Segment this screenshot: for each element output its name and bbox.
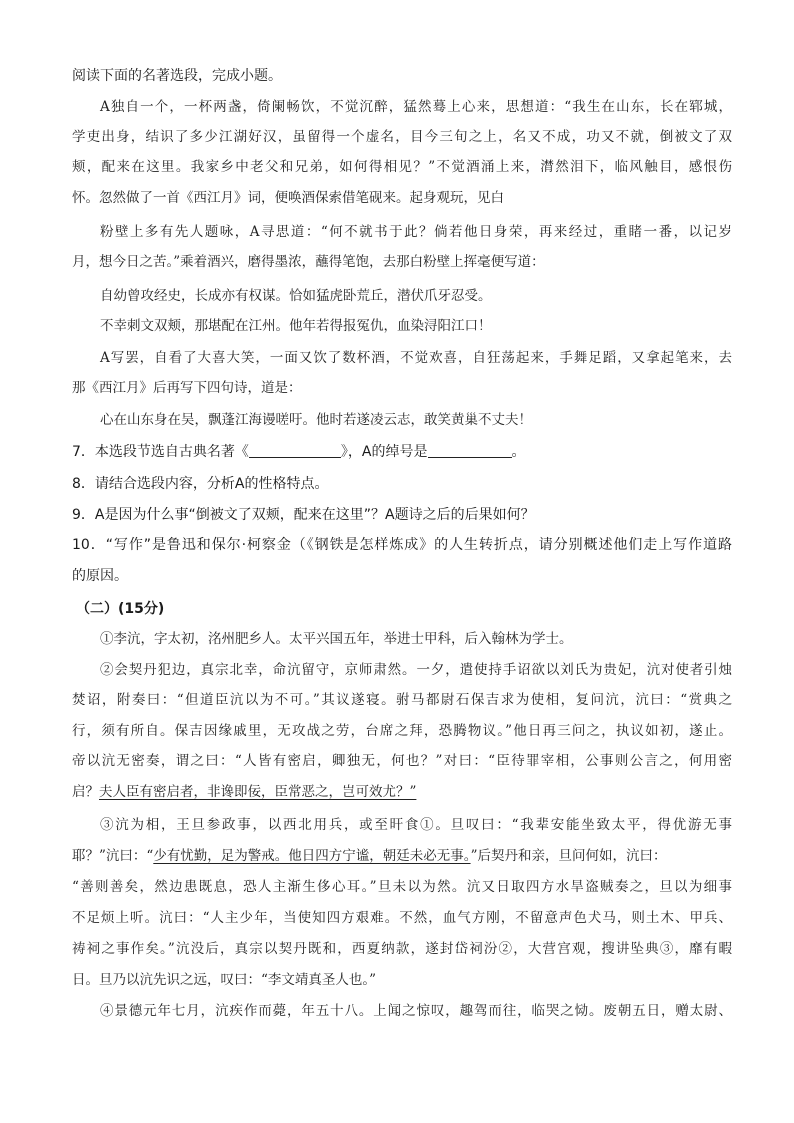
passage-line: A独自一个，一杯两盏，倚阑畅饮，不觉沉醉，猛然蓦上心来，思想道：“我生在山东，长在郓城， xyxy=(100,99,732,115)
passage-line: 学吏出身，结识了多少江湖好汉，虽留得一个虚名，目今三旬之上，名又不成，功又不就，倒被文了双 xyxy=(72,129,732,145)
classical-line: 焚诏，附奏曰：“但道臣沆以为不可。”其议遂寝。驸马都尉石保吉求为使相，复问沆，沆曰：“赏典之 xyxy=(72,692,732,708)
classical-text: 耶？”沆曰：“ xyxy=(72,848,154,864)
underlined-sentence: 夫人臣有密启者，非谗即佞，臣常恶之，岂可效尤？” xyxy=(99,784,417,800)
passage-line: 颊，配来在这里。我家乡中老父和兄弟，如何得相见？”不觉酒涌上来，潸然泪下，临风触目，感恨伤 xyxy=(72,159,732,175)
poem-line: 心在山东身在吴，飘蓬江海谩嗟吁。他时若遂凌云志，敢笑黄巢不丈夫！ xyxy=(100,412,532,428)
answer-blank-nickname[interactable] xyxy=(428,442,512,458)
classical-line xyxy=(72,782,732,802)
passage-line: 粉壁上多有先人题咏，A寻思道：“何不就书于此？倘若他日身荣，再来经过，重睹一番，以记岁 xyxy=(100,224,732,240)
question-7-text-a: 7．本选段节选自古典名著《 xyxy=(72,444,249,460)
poem-line: 自幼曾攻经史，长成亦有权谋。恰如猛虎卧荒丘，潜伏爪牙忍受。 xyxy=(100,288,492,304)
classical-line: 祷祠之事作矣。”沆没后，真宗以契丹既和，西夏纳款，遂封岱祠汾②，大营宫观，搜讲坠典③，靡有暇 xyxy=(72,941,732,957)
passage-line: 那《西江月》后再写下四句诗，道是： xyxy=(72,380,302,396)
passage-line: 怀。忽然做了一首《西江月》词，便唤酒保索借笔砚来。起身观玩，见白 xyxy=(72,190,504,206)
classical-paragraph-4: ④景德元年七月，沆疾作而薨，年五十八。上闻之惊叹，趣驾而往，临哭之恸。废朝五日，赠太尉、 xyxy=(100,1003,732,1019)
question-10-line: 的原因。 xyxy=(72,568,128,584)
classical-line: ②会契丹犯边，真宗北幸，命沆留守，京师肃然。一夕，遣使持手诏欲以刘氏为贵妃，沆对使者引烛 xyxy=(100,662,732,678)
classical-line: 不足烦上听。沆曰：“人主少年，当使知四方艰难。不然，血气方刚，不留意声色犬马，则土木、甲兵、 xyxy=(72,910,732,926)
question-7-text-c: 。 xyxy=(511,444,526,460)
question-8: 8．请结合选段内容，分析A的性格特点。 xyxy=(72,476,329,492)
passage-line: A写罢，自看了大喜大笑，一面又饮了数杯酒，不觉欢喜，自狂荡起来，手舞足蹈，又拿起笔来，去 xyxy=(100,350,732,366)
question-9: 9．A是因为什么事“倒被文了双颊，配来在这里”？A题诗之后的后果如何？ xyxy=(72,507,535,523)
classical-paragraph-1: ①李沆，字太初，洺州肥乡人。太平兴国五年，举进士甲科，后入翰林为学士。 xyxy=(100,631,573,647)
underlined-sentence: 少有忧勤，足为警戒。他日四方宁谧，朝廷未必无事。 xyxy=(153,848,471,864)
classical-text: ”后契丹和亲，旦问何如，沆曰： xyxy=(470,848,667,864)
classical-line: 日。旦乃以沆先识之远，叹曰：“李文靖真圣人也。” xyxy=(72,972,377,988)
question-7-text-b: 》，A的绰号是 xyxy=(340,444,428,460)
classical-line: ③沆为相，王旦参政事，以西北用兵，或至旰食①。旦叹曰：“我辈安能坐致太平，得优游无事 xyxy=(100,817,732,833)
section-heading: （二）(15分) xyxy=(76,601,165,617)
classical-line: “善则善矣，然边患既息，恐人主渐生侈心耳。”旦未以为然。沆又日取四方水旱盗贼奏之，旦以为细事 xyxy=(72,879,732,895)
question-7 xyxy=(72,442,732,462)
reading-instruction: 阅读下面的名著选段，完成小题。 xyxy=(72,68,282,84)
classical-line: 帝以沆无密奏，谓之曰：“人皆有密启，卿独无，何也？”对曰：“臣待罪宰相，公事则公言之，何用密 xyxy=(72,753,732,769)
classical-line xyxy=(72,846,732,866)
question-10-line: 10．“写作”是鲁迅和保尔·柯察金（《钢铁是怎样炼成》的人生转折点，请分别概述他们走上写作道路 xyxy=(72,537,732,553)
poem-line: 不幸刺文双颊，那堪配在江州。他年若得报冤仇，血染浔阳江口！ xyxy=(100,318,492,334)
classical-text: 启？ xyxy=(72,784,99,800)
classical-line: 行，须有所自。保吉因缘戚里，无攻战之劳，台席之拜，恐腾物议。”他日再三问之，执议如初，遂止。 xyxy=(72,723,732,739)
answer-blank-book[interactable] xyxy=(249,442,341,458)
passage-line: 月，想今日之苦。”乘着酒兴，磨得墨浓，蘸得笔饱，去那白粉壁上挥毫便写道： xyxy=(72,254,545,270)
